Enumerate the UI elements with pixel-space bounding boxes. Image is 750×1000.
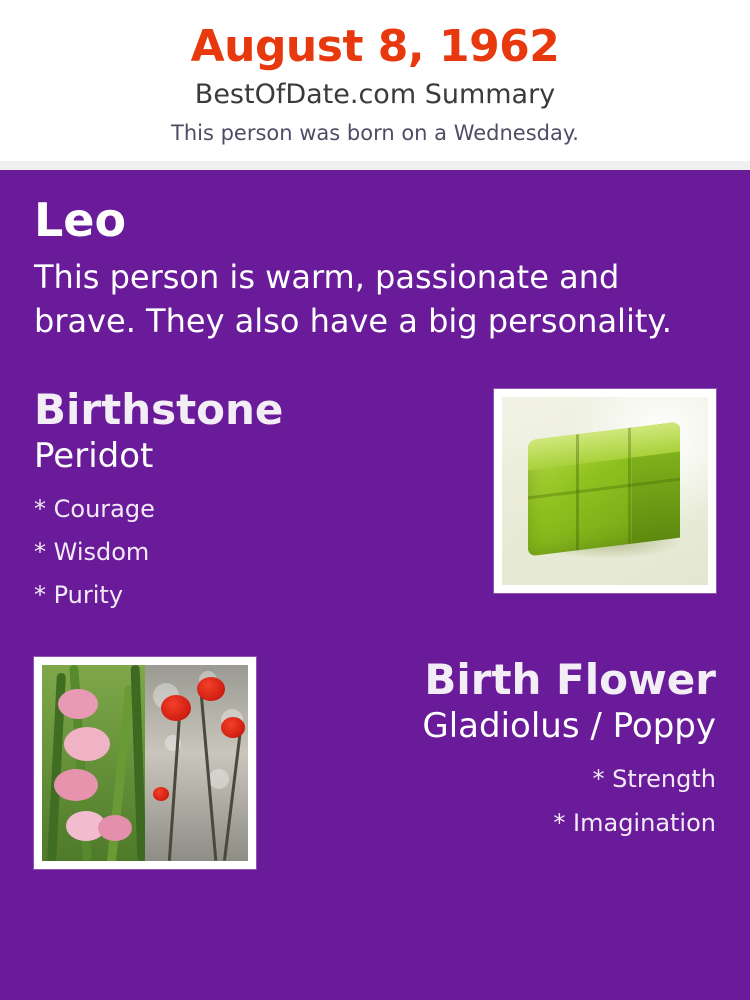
gladiolus-bloom: [64, 727, 110, 761]
birthstone-name: Peridot: [34, 436, 154, 477]
birth-flower-name: Gladiolus / Poppy: [422, 705, 716, 746]
poppy-photo-half: [145, 665, 248, 861]
birthstone-trait: * Purity: [34, 580, 124, 609]
birthstone-trait: * Wisdom: [34, 537, 150, 566]
birthstone-heading: Birthstone: [34, 385, 284, 435]
gladiolus-bloom: [54, 769, 98, 801]
birth-flower-text: [282, 655, 716, 838]
card-header: [0, 0, 750, 161]
gladiolus-bloom: [58, 689, 98, 719]
gladiolus-poppy-image: [42, 665, 248, 861]
poppy-bloom: [161, 695, 191, 721]
birthstone-trait: * Courage: [34, 494, 155, 523]
bokeh-light: [209, 769, 229, 789]
poppy-bloom: [221, 717, 245, 738]
leaf-shape: [131, 665, 145, 861]
zodiac-description: This person is warm, passionate and brave. They also have a big personality.: [34, 257, 672, 341]
card-body: [0, 170, 750, 877]
poppy-bloom: [197, 677, 225, 701]
site-summary-label: BestOfDate.com Summary: [194, 79, 556, 111]
birth-flower-trait: * Strength: [592, 765, 716, 794]
page-title-date: August 8, 1962: [190, 21, 560, 72]
birth-flower-trait: * Imagination: [553, 809, 716, 838]
birth-weekday-text: This person was born on a Wednesday.: [171, 120, 579, 145]
birth-flower-section: [34, 657, 716, 877]
birthstone-photo: [494, 389, 716, 593]
gem-icon: [528, 422, 680, 557]
gladiolus-photo-half: [42, 665, 145, 861]
peridot-gem-image: [502, 397, 708, 585]
zodiac-sign-name: Leo: [34, 193, 127, 247]
gladiolus-bloom: [98, 815, 132, 841]
gem-facet: [632, 452, 680, 544]
header-divider: [0, 161, 750, 170]
poppy-bloom: [153, 787, 169, 801]
birthstone-section: [34, 387, 716, 617]
poppy-stem: [223, 730, 242, 861]
zodiac-section: [34, 194, 716, 343]
birth-flower-photo: [34, 657, 256, 869]
birth-flower-heading: Birth Flower: [424, 655, 716, 705]
